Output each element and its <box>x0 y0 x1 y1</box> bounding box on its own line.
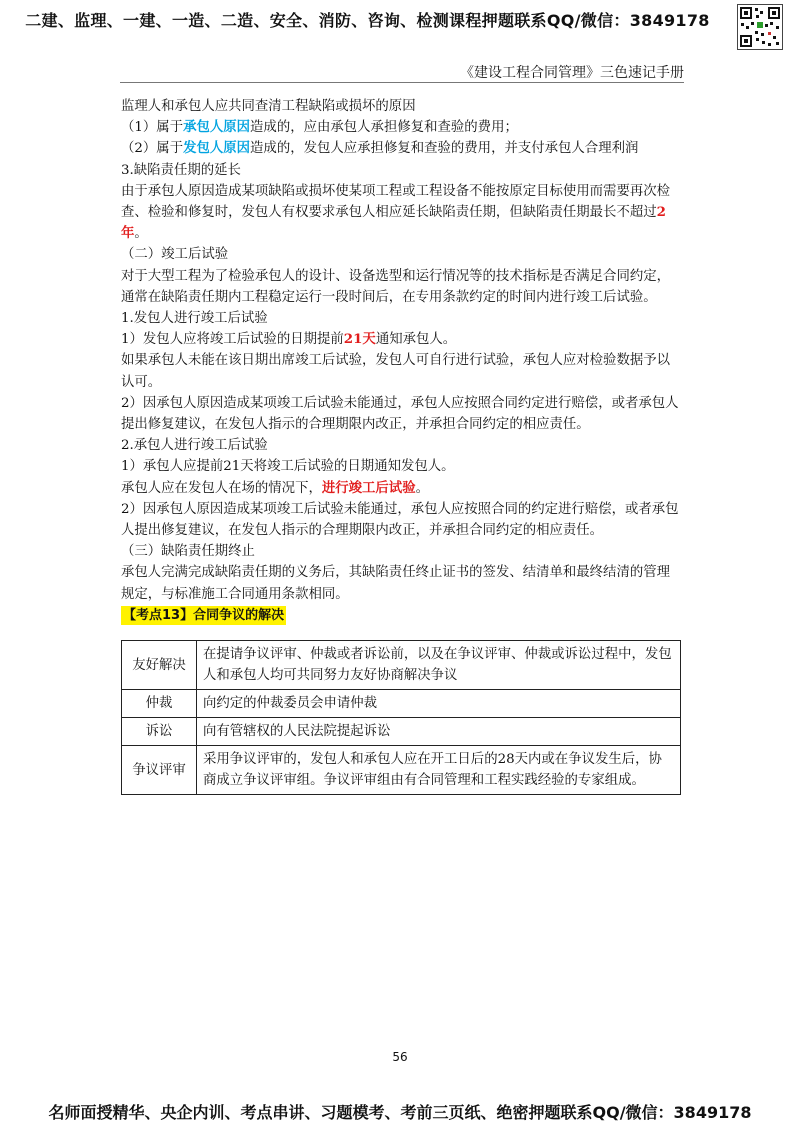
paragraph: 2）因承包人原因造成某项竣工后试验未能通过，承包人应按照合同的约定进行赔偿，或者承包人提出修复建议，在发包人指示的合理期限内改正，并承担合同约定的相应责任。 <box>121 501 679 539</box>
topic-heading: 【考点13】合同争议的解决 <box>123 607 285 623</box>
paragraph: 2）因承包人原因造成某项竣工后试验未能通过，承包人应按照合同约定进行赔偿，或者承包人提出修复建议，在发包人指示的合理期限内改正，并承担合同约定的相应责任。 <box>121 395 679 433</box>
text: （2）属于 <box>121 141 184 157</box>
book-header: 《建设工程合同管理》三色速记手册 <box>460 65 684 81</box>
text: 承包人应在发包人在场的情况下， <box>121 480 322 496</box>
table-row <box>122 746 681 795</box>
red-highlight: 2年 <box>121 204 666 242</box>
section-heading: （三）缺陷责任期终止 <box>121 544 255 560</box>
blue-highlight: 发包人原因 <box>183 140 251 157</box>
table-cell-term: 争议评审 <box>122 746 197 795</box>
topic-heading-row <box>121 605 681 626</box>
section-heading: （二）竣工后试验 <box>121 247 229 263</box>
table-row <box>122 718 681 746</box>
paragraph: 监理人和承包人应共同查清工程缺陷或损坏的原因 <box>121 99 416 114</box>
blue-highlight: 承包人原因 <box>183 119 251 136</box>
header-rule <box>120 82 684 83</box>
paragraph <box>121 329 681 350</box>
paragraph <box>121 181 681 245</box>
red-highlight: 21天 <box>343 331 376 348</box>
paragraph <box>121 478 681 499</box>
text: 。 <box>415 480 429 496</box>
paragraph: 1）承包人应提前21天将竣工后试验的日期通知发包人。 <box>121 459 455 475</box>
text: 通知承包人。 <box>375 332 457 348</box>
table-cell-desc: 在提请争议评审、仲裁或者诉讼前，以及在争议评审、仲裁或诉讼过程中，发包人和承包人均可共同努力友好协商解决争议 <box>197 641 681 690</box>
qr-code-icon <box>737 4 783 50</box>
table-cell-desc: 向有管辖权的人民法院提起诉讼 <box>197 718 681 746</box>
bottom-banner: 名师面授精华、央企内训、考点串讲、习题模考、考前三页纸、绝密押题联系QQ/微信：3849178 <box>48 1103 752 1122</box>
page-number: 56 <box>392 1050 408 1064</box>
text: 造成的，应由承包人承担修复和查验的费用； <box>250 120 518 136</box>
table-cell-desc: 向约定的仲裁委员会申请仲裁 <box>197 690 681 718</box>
text: （1）属于 <box>121 120 184 136</box>
table-cell-term: 诉讼 <box>122 718 197 746</box>
paragraph: 承包人完满完成缺陷责任期的义务后，其缺陷责任终止证书的签发、结清单和最终结清的管理规定，与标准施工合同通用条款相同。 <box>121 565 671 602</box>
text: 由于承包人原因造成某项缺陷或损坏使某项工程或工程设备不能按原定目标使用而需要再次检查、检验和修复时，发包人有权要求承包人相应延长缺陷责任期，但缺陷责任期最长不超过 <box>121 183 671 221</box>
table-cell-desc: 采用争议评审的，发包人和承包人应在开工日后的28天内或在争议发生后，协商成立争议评审组。争议评审组由有合同管理和工程实践经验的专家组成。 <box>197 746 681 795</box>
table-row <box>122 690 681 718</box>
table-cell-term: 友好解决 <box>122 641 197 690</box>
table-cell-term: 仲裁 <box>122 690 197 718</box>
text: 造成的，发包人应承担修复和查验的费用，并支付承包人合理利润 <box>250 141 639 157</box>
text: 1）发包人应将竣工后试验的日期提前 <box>121 332 344 348</box>
page-content <box>121 96 681 626</box>
subheading: 2.承包人进行竣工后试验 <box>121 438 268 454</box>
text: 。 <box>134 226 148 242</box>
paragraph: 对于大型工程为了检验承包人的设计、设备选型和运行情况等的技术指标是否满足合同约定，通常在缺陷责任期内工程稳定运行一段时间后，在专用条款约定的时间内进行竣工后试验。 <box>121 268 671 305</box>
subheading: 1.发包人进行竣工后试验 <box>121 311 268 327</box>
top-banner: 二建、监理、一建、一造、二造、安全、消防、咨询、检测课程押题联系QQ/微信：3849178 <box>25 11 710 30</box>
subheading: 3.缺陷责任期的延长 <box>121 162 241 178</box>
table-row <box>122 641 681 690</box>
dispute-resolution-table <box>121 640 681 795</box>
paragraph <box>121 138 681 159</box>
paragraph: 如果承包人未能在该日期出席竣工后试验，发包人可自行进行试验，承包人应对检验数据予以认可。 <box>121 353 671 390</box>
red-highlight: 进行竣工后试验 <box>321 479 416 496</box>
paragraph <box>121 117 681 138</box>
